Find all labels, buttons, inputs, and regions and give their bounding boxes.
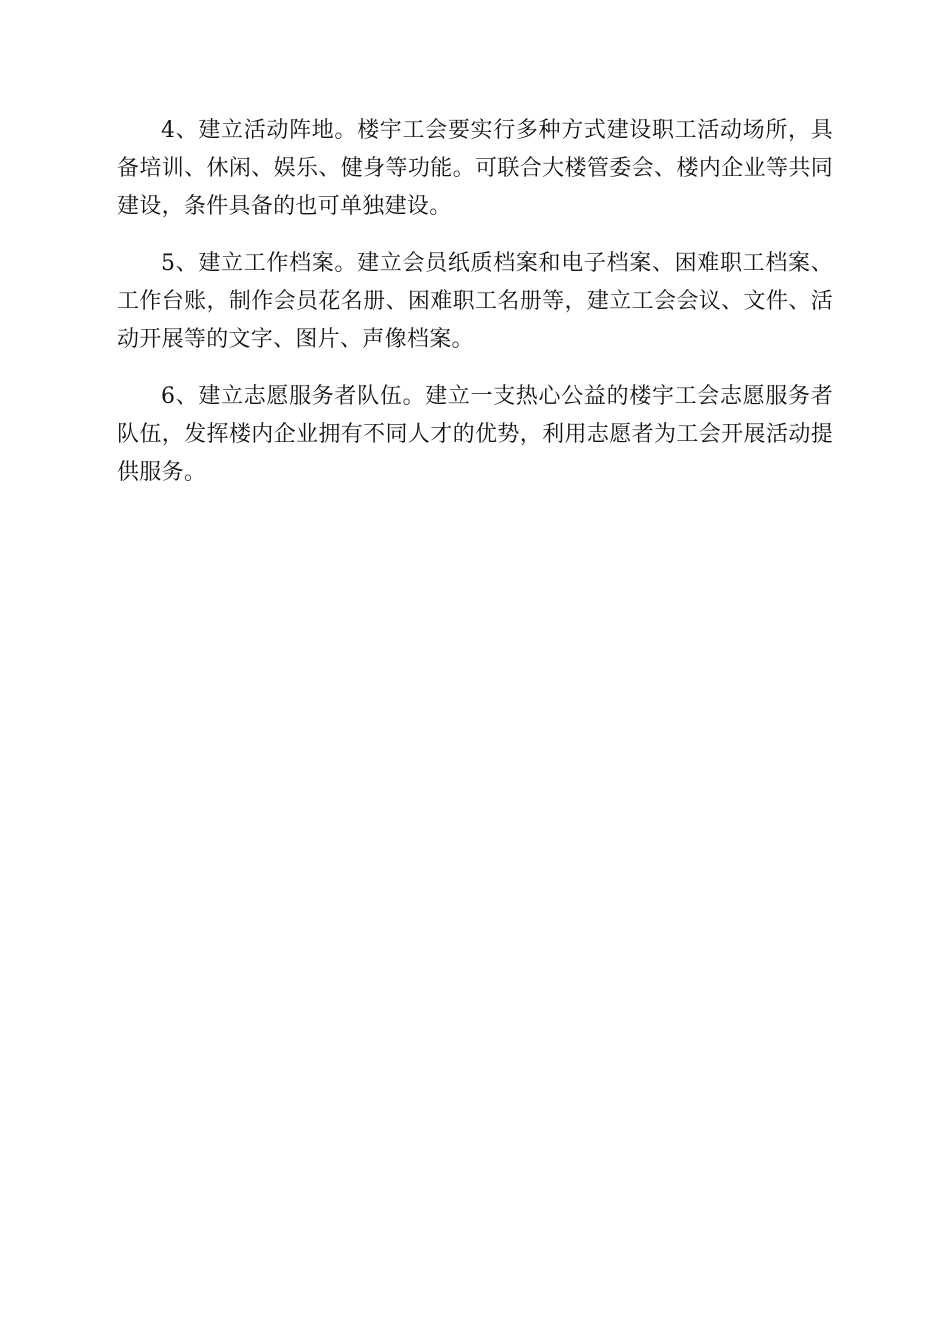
paragraph-volunteer-team: 6、建立志愿服务者队伍。建立一支热心公益的楼宇工会志愿服务者队伍，发挥楼内企业拥有不同人才的优势，利用志愿者为工会开展活动提供服务。 (117, 384, 833, 485)
paragraph-work-archives: 5、建立工作档案。建立会员纸质档案和电子档案、困难职工档案、工作台账，制作会员花名册、困难职工名册等，建立工会会议、文件、活动开展等的文字、图片、声像档案。 (117, 251, 833, 352)
paragraph-activity-venue: 4、建立活动阵地。楼宇工会要实行多种方式建设职工活动场所，具备培训、休闲、娱乐、健身等功能。可联合大楼管委会、楼内企业等共同建设，条件具备的也可单独建设。 (117, 118, 833, 219)
document-body (117, 112, 833, 511)
